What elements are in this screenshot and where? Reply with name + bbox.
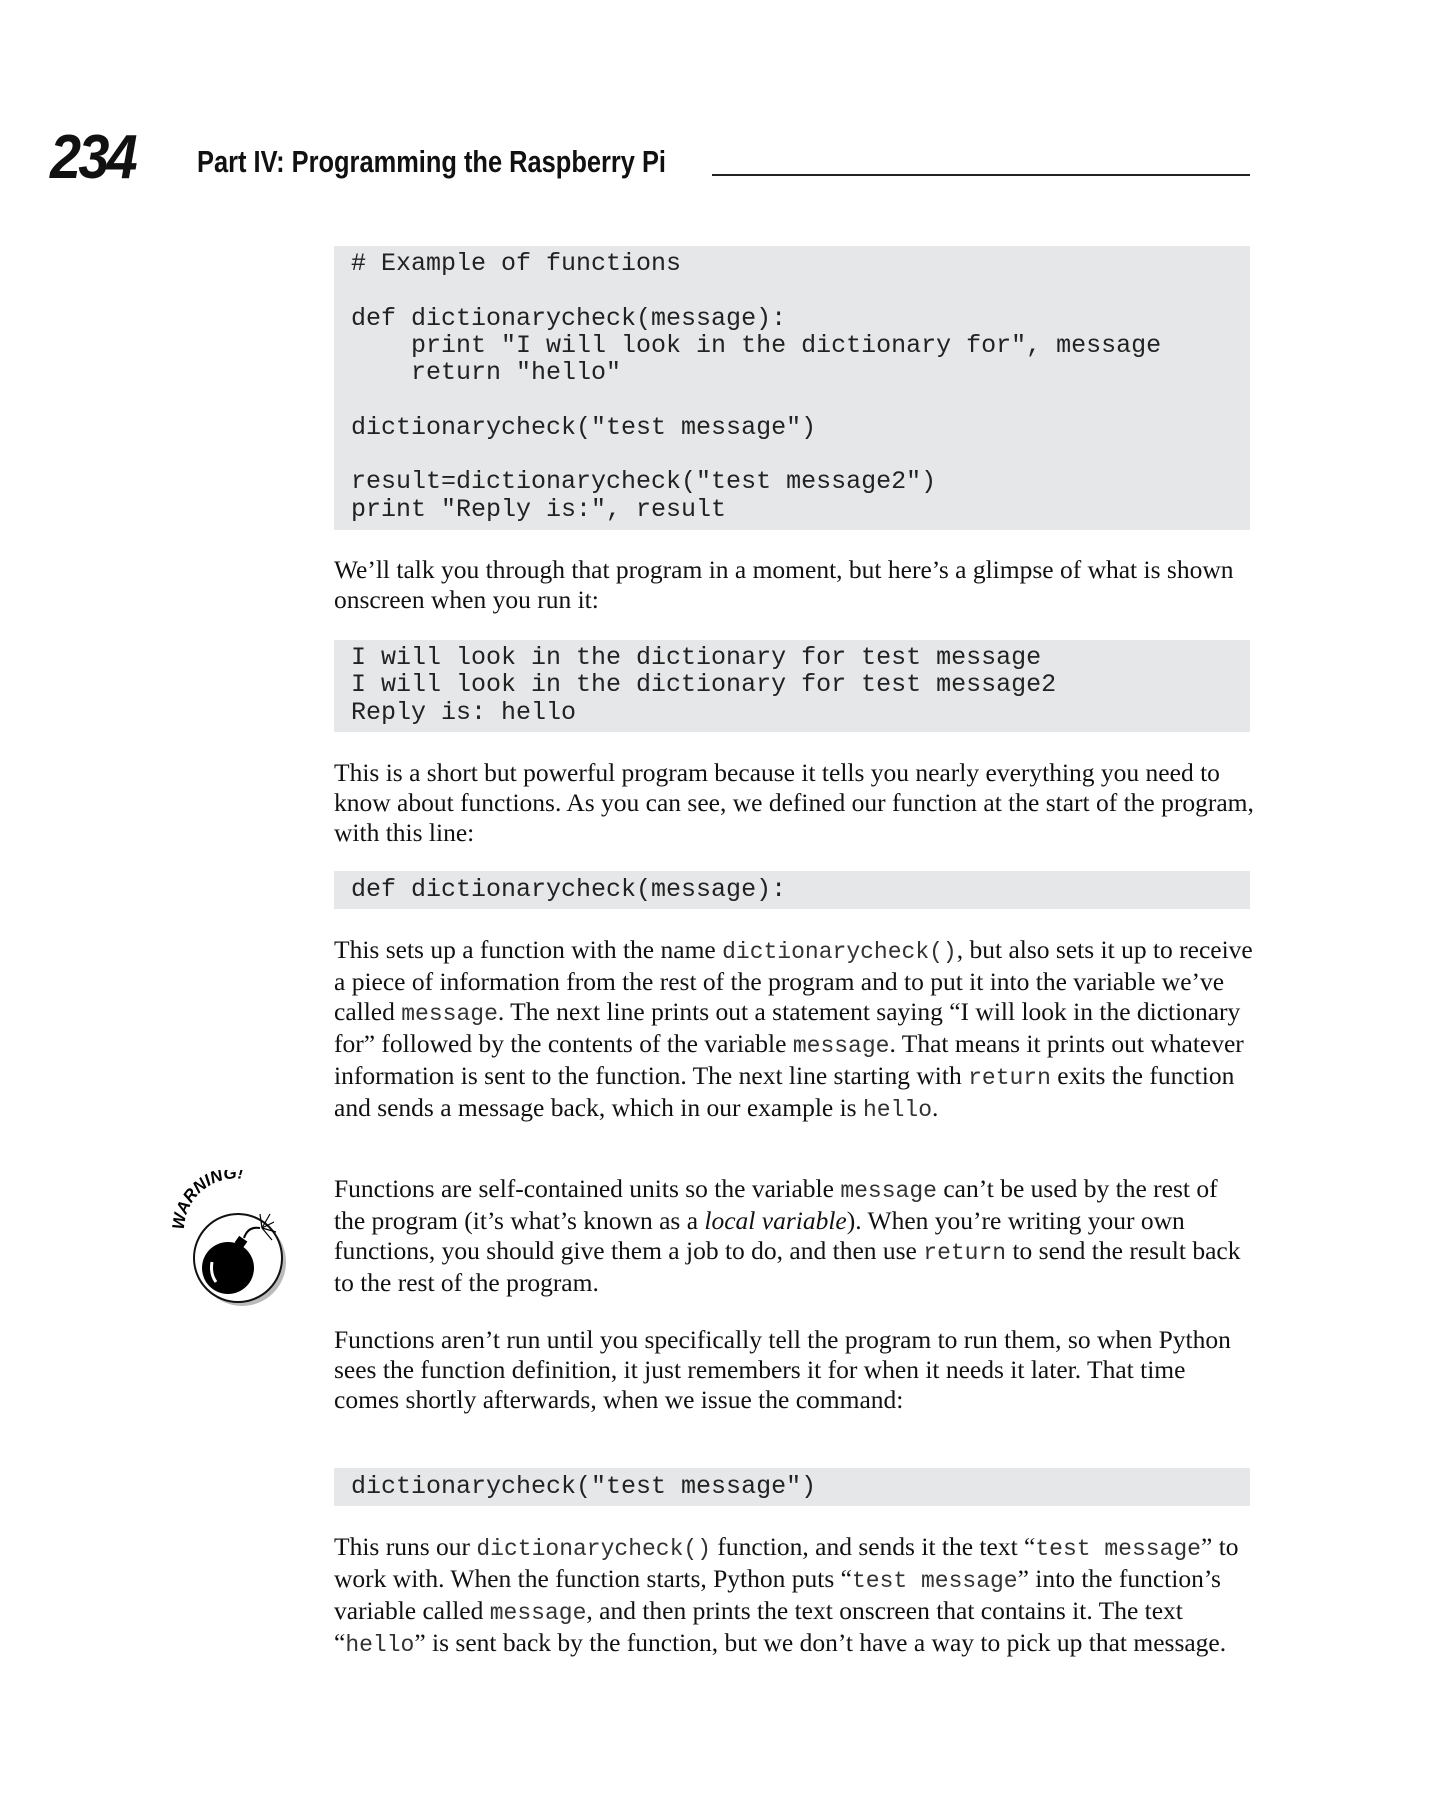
- inline-code: dictionarycheck(): [722, 939, 957, 965]
- inline-code: message: [840, 1178, 937, 1204]
- paragraph-warning: [334, 1174, 1254, 1298]
- inline-code: hello: [862, 1097, 932, 1123]
- code-line: [351, 441, 1250, 468]
- code-line: result=dictionarycheck("test message2"): [351, 467, 937, 497]
- code-line: print "I will look in the dictionary for", message: [351, 330, 1162, 360]
- code-block-call: [334, 1468, 1250, 1506]
- inline-code: return: [923, 1240, 1007, 1266]
- text-segment: ” into the function’s variable called: [334, 1564, 1221, 1625]
- inline-code: test message: [1035, 1536, 1201, 1562]
- inline-code: test message: [851, 1568, 1018, 1594]
- text-segment: .: [932, 1093, 939, 1122]
- text-segment: ” is sent back by the function, but we don’t have a way to pick up that message.: [414, 1628, 1227, 1657]
- text-segment: This is a short but powerful program because it tells you nearly everything you need to know about functions. As you can see, we defined our function at the start of the program, with this line:: [334, 758, 1254, 847]
- text-segment: This runs our: [334, 1532, 477, 1561]
- code-block-output: [334, 640, 1250, 732]
- warning-label: WARNING!: [170, 1170, 245, 1231]
- text-segment: . The next line prints out a statement saying “I will look in the dictionary for” followed by the contents of the variable: [334, 997, 1241, 1058]
- code-block-def-line: [334, 871, 1250, 909]
- text-segment: , and then prints the text onscreen that contains it. The text “: [334, 1596, 1183, 1657]
- code-line: def dictionarycheck(message):: [351, 303, 787, 333]
- code-line: Reply is: hello: [351, 697, 577, 727]
- inline-code: message: [489, 1600, 587, 1626]
- text-segment: function, and sends it the text “: [711, 1532, 1036, 1561]
- text-segment: We’ll talk you through that program in a moment, but here’s a glimpse of what is shown onscreen when you run it:: [334, 555, 1234, 614]
- text-segment: Functions are self-contained units so the variable: [334, 1174, 841, 1203]
- text-segment: exits the function and sends a message back, which in our example is: [334, 1061, 1235, 1122]
- paragraph-explanation: [334, 935, 1254, 1125]
- paragraph-powerful-program: [334, 758, 1254, 848]
- text-segment: to send the result back to the rest of the program.: [334, 1236, 1241, 1297]
- text-segment: ). When you’re writing your own functions, you should give them a job to do, and then use: [334, 1206, 1185, 1265]
- code-block-example: [334, 246, 1250, 530]
- inline-code: hello: [345, 1632, 415, 1658]
- paragraph-intro: [334, 555, 1254, 615]
- inline-code: return: [968, 1065, 1051, 1091]
- page-number: 234: [50, 123, 136, 192]
- paragraph-functions-run: [334, 1325, 1254, 1415]
- code-line: [351, 277, 1250, 304]
- code-line: # Example of functions: [351, 249, 682, 278]
- text-segment: , but also sets it up to receive a piece of information from the rest of the program and to put it into the variable we’ve called: [334, 935, 1253, 1026]
- warning-icon: [170, 1170, 305, 1310]
- running-header-title: Part IV: Programming the Raspberry Pi: [197, 144, 667, 179]
- inline-code: message: [792, 1033, 890, 1059]
- code-line: dictionarycheck("test message"): [351, 412, 817, 442]
- paragraph-runs: [334, 1532, 1254, 1660]
- text-segment: can’t be used by the rest of the program (it’s what’s known as a: [334, 1174, 1218, 1235]
- code-line: I will look in the dictionary for test message: [351, 643, 1042, 672]
- text-segment: . That means it prints out whatever information is sent to the function. The next line starting with: [334, 1029, 1244, 1090]
- code-line: return "hello": [351, 358, 622, 388]
- header-rule: [712, 174, 1250, 176]
- code-line: [351, 386, 1250, 413]
- inline-code: dictionarycheck(): [476, 1536, 712, 1562]
- inline-code: message: [401, 1001, 498, 1027]
- code-line: def dictionarycheck(message):: [351, 875, 787, 904]
- text-segment: This sets up a function with the name: [334, 935, 723, 964]
- code-line: I will look in the dictionary for test message2: [351, 670, 1057, 700]
- text-segment: Functions aren’t run until you specifically tell the program to run them, so when Python sees the function definition, it just remembers it for when it needs it later. That time comes shortly afterwards, when we issue the command:: [334, 1325, 1231, 1414]
- code-line: print "Reply is:", result: [351, 494, 727, 524]
- emphasis-text: local variable: [704, 1206, 847, 1235]
- code-line: dictionarycheck("test message"): [351, 1472, 817, 1501]
- text-segment: ” to work with. When the function starts, Python puts “: [334, 1532, 1239, 1593]
